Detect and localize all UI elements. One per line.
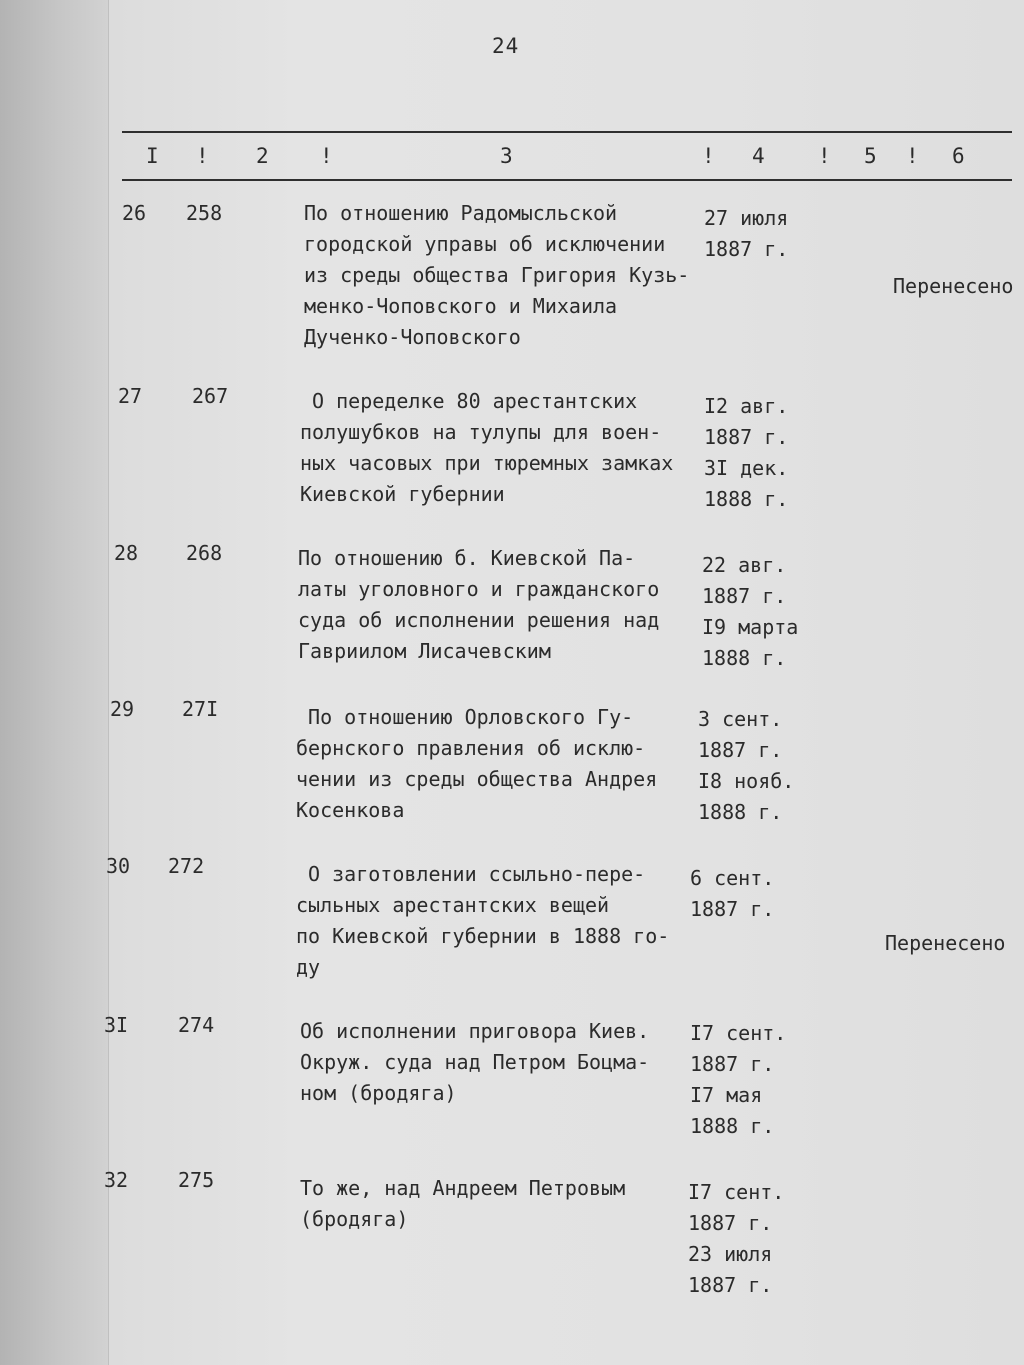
case-dates: I2 авг. 1887 г. 3I дек. 1888 г.: [704, 394, 789, 511]
header-separator: !: [196, 144, 209, 168]
document-number: 268: [186, 541, 223, 565]
case-dates: I7 сент. 1887 г. 23 июля 1887 г.: [688, 1180, 785, 1297]
header-col-5: 5: [864, 144, 877, 168]
case-title: О переделке 80 арестантских полушубков на тулупы для воен- ных часовых при тюремных замках Киевской губернии: [300, 389, 674, 506]
page-number: 24: [492, 34, 520, 58]
case-title: Об исполнении приговора Киев. Окруж. суда над Петром Боцма- ном (бродяга): [300, 1019, 650, 1105]
case-title: По отношению б. Киевской Па- латы уголовного и гражданского суда об исполнении решения над Гавриилом Лисачевским: [298, 546, 660, 663]
case-note: Перенесено: [893, 274, 1014, 298]
header-separator: !: [906, 144, 919, 168]
header-col-6: 6: [952, 144, 965, 168]
header-separator: !: [702, 144, 715, 168]
case-title: О заготовлении ссыльно-пере- сыльных арестантских вещей по Киевской губернии в 1888 го- ду: [296, 862, 670, 979]
header-top-rule: [122, 131, 1012, 133]
case-title: По отношению Орловского Гу- бернского правления об исклю- чении из среды общества Андрея Косенкова: [296, 705, 658, 822]
header-separator: !: [320, 144, 333, 168]
case-dates: 3 сент. 1887 г. I8 нояб. 1888 г.: [698, 707, 795, 824]
row-number: 28: [114, 541, 139, 565]
book-spine-shadow: [0, 0, 109, 1365]
row-number: 32: [104, 1168, 129, 1192]
case-dates: 27 июля 1887 г.: [704, 206, 789, 261]
document-number: 258: [186, 201, 223, 225]
header-bottom-rule: [122, 179, 1012, 181]
header-col-4: 4: [752, 144, 765, 168]
case-title: То же, над Андреем Петровым (бродяга): [300, 1176, 626, 1231]
header-col-1: I: [146, 144, 159, 168]
case-dates: 6 сент. 1887 г.: [690, 866, 775, 921]
row-number: 29: [110, 697, 135, 721]
document-number: 272: [168, 854, 205, 878]
document-number: 274: [178, 1013, 215, 1037]
case-dates: 22 авг. 1887 г. I9 марта 1888 г.: [702, 553, 799, 670]
header-col-3: 3: [500, 144, 513, 168]
case-dates: I7 сент. 1887 г. I7 мая 1888 г.: [690, 1021, 787, 1138]
document-number: 27I: [182, 697, 219, 721]
document-number: 267: [192, 384, 229, 408]
case-note: Перенесено: [885, 931, 1006, 955]
header-separator: !: [818, 144, 831, 168]
row-number: 26: [122, 201, 147, 225]
case-title: По отношению Радомысльской городской управы об исключении из среды общества Григория Кузь- менко-Чоповского и Михаила Дученко-Чоповского: [304, 201, 690, 349]
row-number: 3I: [104, 1013, 129, 1037]
document-number: 275: [178, 1168, 215, 1192]
header-col-2: 2: [256, 144, 269, 168]
row-number: 30: [106, 854, 131, 878]
row-number: 27: [118, 384, 143, 408]
